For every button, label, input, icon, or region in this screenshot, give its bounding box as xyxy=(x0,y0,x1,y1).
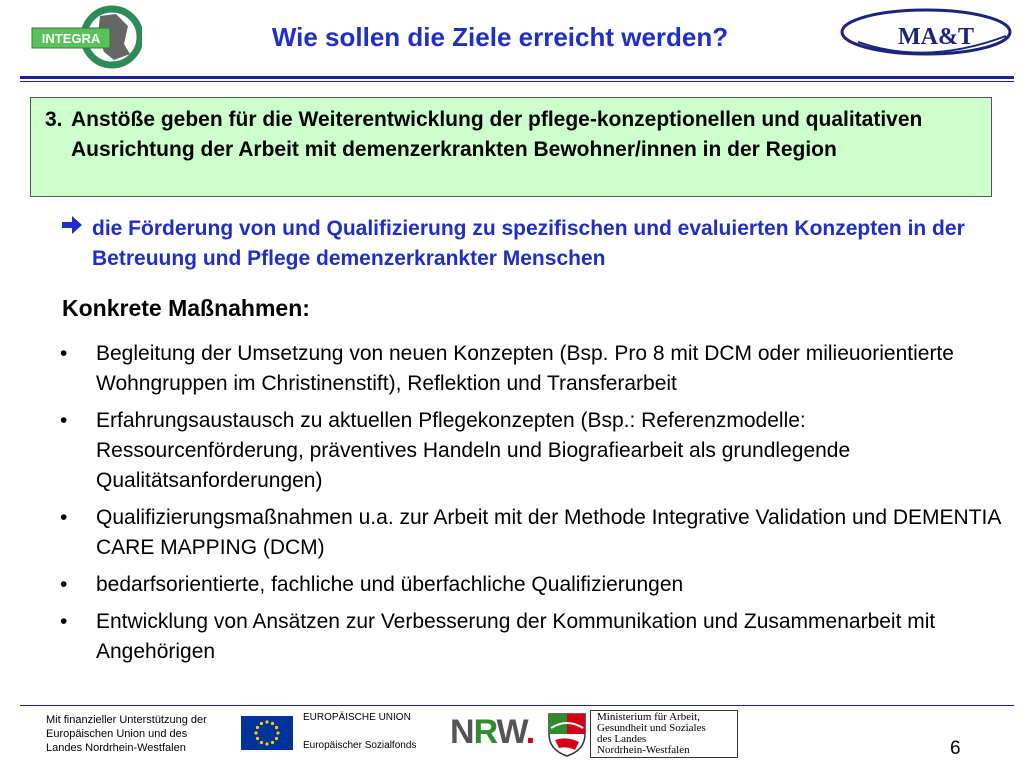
arrow-right-icon xyxy=(60,214,92,274)
ministry-line: Nordrhein-Westfalen xyxy=(597,744,690,756)
nrw-dot: . xyxy=(525,713,535,751)
nrw-crest-icon xyxy=(545,710,589,758)
ministry-line: Gesundheit und Soziales xyxy=(597,722,706,734)
nrw-letter: W xyxy=(496,713,526,751)
header-rule-thin xyxy=(20,81,1014,82)
bullet: • xyxy=(60,342,68,365)
mat-logo xyxy=(838,4,1014,62)
measure-text: Qualifizierungsmaßnahmen u.a. zur Arbeit mit der Methode Integrative Validation und DEMENTIA CARE MAPPING (DCM) xyxy=(96,506,1001,559)
funding-line: Europäischen Union und des xyxy=(46,728,188,740)
list-item xyxy=(58,339,1018,399)
bullet: • xyxy=(60,573,68,596)
page-title: Wie sollen die Ziele erreicht werden? xyxy=(271,22,729,52)
mat-logo-text: MA&T xyxy=(898,24,974,50)
measure-text: bedarfsorientierte, fachliche und überfachliche Qualifizierungen xyxy=(96,573,684,596)
funding-note xyxy=(46,713,236,755)
measures-heading: Konkrete Maßnahmen: xyxy=(62,295,310,321)
goal-number: 3. xyxy=(45,108,63,131)
arrow-point-text: die Förderung von und Qualifizierung zu spezifischen und evaluierten Konzepten in der Betreuung und Pflege demenzerkrankter Menschen xyxy=(92,217,965,270)
list-item xyxy=(58,570,1018,600)
list-item xyxy=(58,503,1018,563)
page-number: 6 xyxy=(950,738,961,759)
eu-label: EUROPÄISCHE UNION xyxy=(303,712,411,723)
bullet: • xyxy=(60,409,68,432)
goal-box xyxy=(30,97,992,197)
bullet: • xyxy=(60,506,68,529)
header-rule xyxy=(20,76,1014,79)
measure-text: Erfahrungsaustausch zu aktuellen Pflegekonzepten (Bsp.: Referenzmodelle: Ressourcenförderung, präventives Handeln und Biografiearbeit als grundlegende Qualitätsanforderungen) xyxy=(96,409,851,492)
footer-rule xyxy=(20,705,1014,706)
ministry-line: Ministerium für Arbeit, xyxy=(597,711,700,723)
integra-logo-text: INTEGRA xyxy=(41,31,101,46)
nrw-letter: R xyxy=(473,713,497,751)
nrw-logo xyxy=(450,713,534,752)
measure-text: Entwicklung von Ansätzen zur Verbesserung der Kommunikation und Zusammenarbeit mit Angehörigen xyxy=(96,610,936,663)
measure-text: Begleitung der Umsetzung von neuen Konzepten (Bsp. Pro 8 mit DCM oder milieuorientierte Wohngruppen im Christinenstift), Reflektion und Transferarbeit xyxy=(96,342,954,395)
measures-list xyxy=(58,339,1018,674)
bullet: • xyxy=(60,610,68,633)
esf-label: Europäischer Sozialfonds xyxy=(303,740,417,751)
arrow-point xyxy=(60,214,980,274)
funding-line: Landes Nordrhein-Westfalen xyxy=(46,742,186,754)
goal-text: Anstöße geben für die Weiterentwicklung der pflege-konzeptionellen und qualitativen Ausrichtung der Arbeit mit demenzerkrankten Bewohner/innen in der Region xyxy=(71,108,923,161)
nrw-letter: N xyxy=(450,713,474,751)
ministry-logo xyxy=(590,710,738,758)
funding-line: Mit finanzieller Unterstützung der xyxy=(46,714,207,726)
eu-flag-icon xyxy=(241,716,293,750)
ministry-line: des Landes xyxy=(597,733,647,745)
list-item xyxy=(58,406,1018,496)
list-item xyxy=(58,607,1018,667)
integra-logo xyxy=(30,4,142,70)
